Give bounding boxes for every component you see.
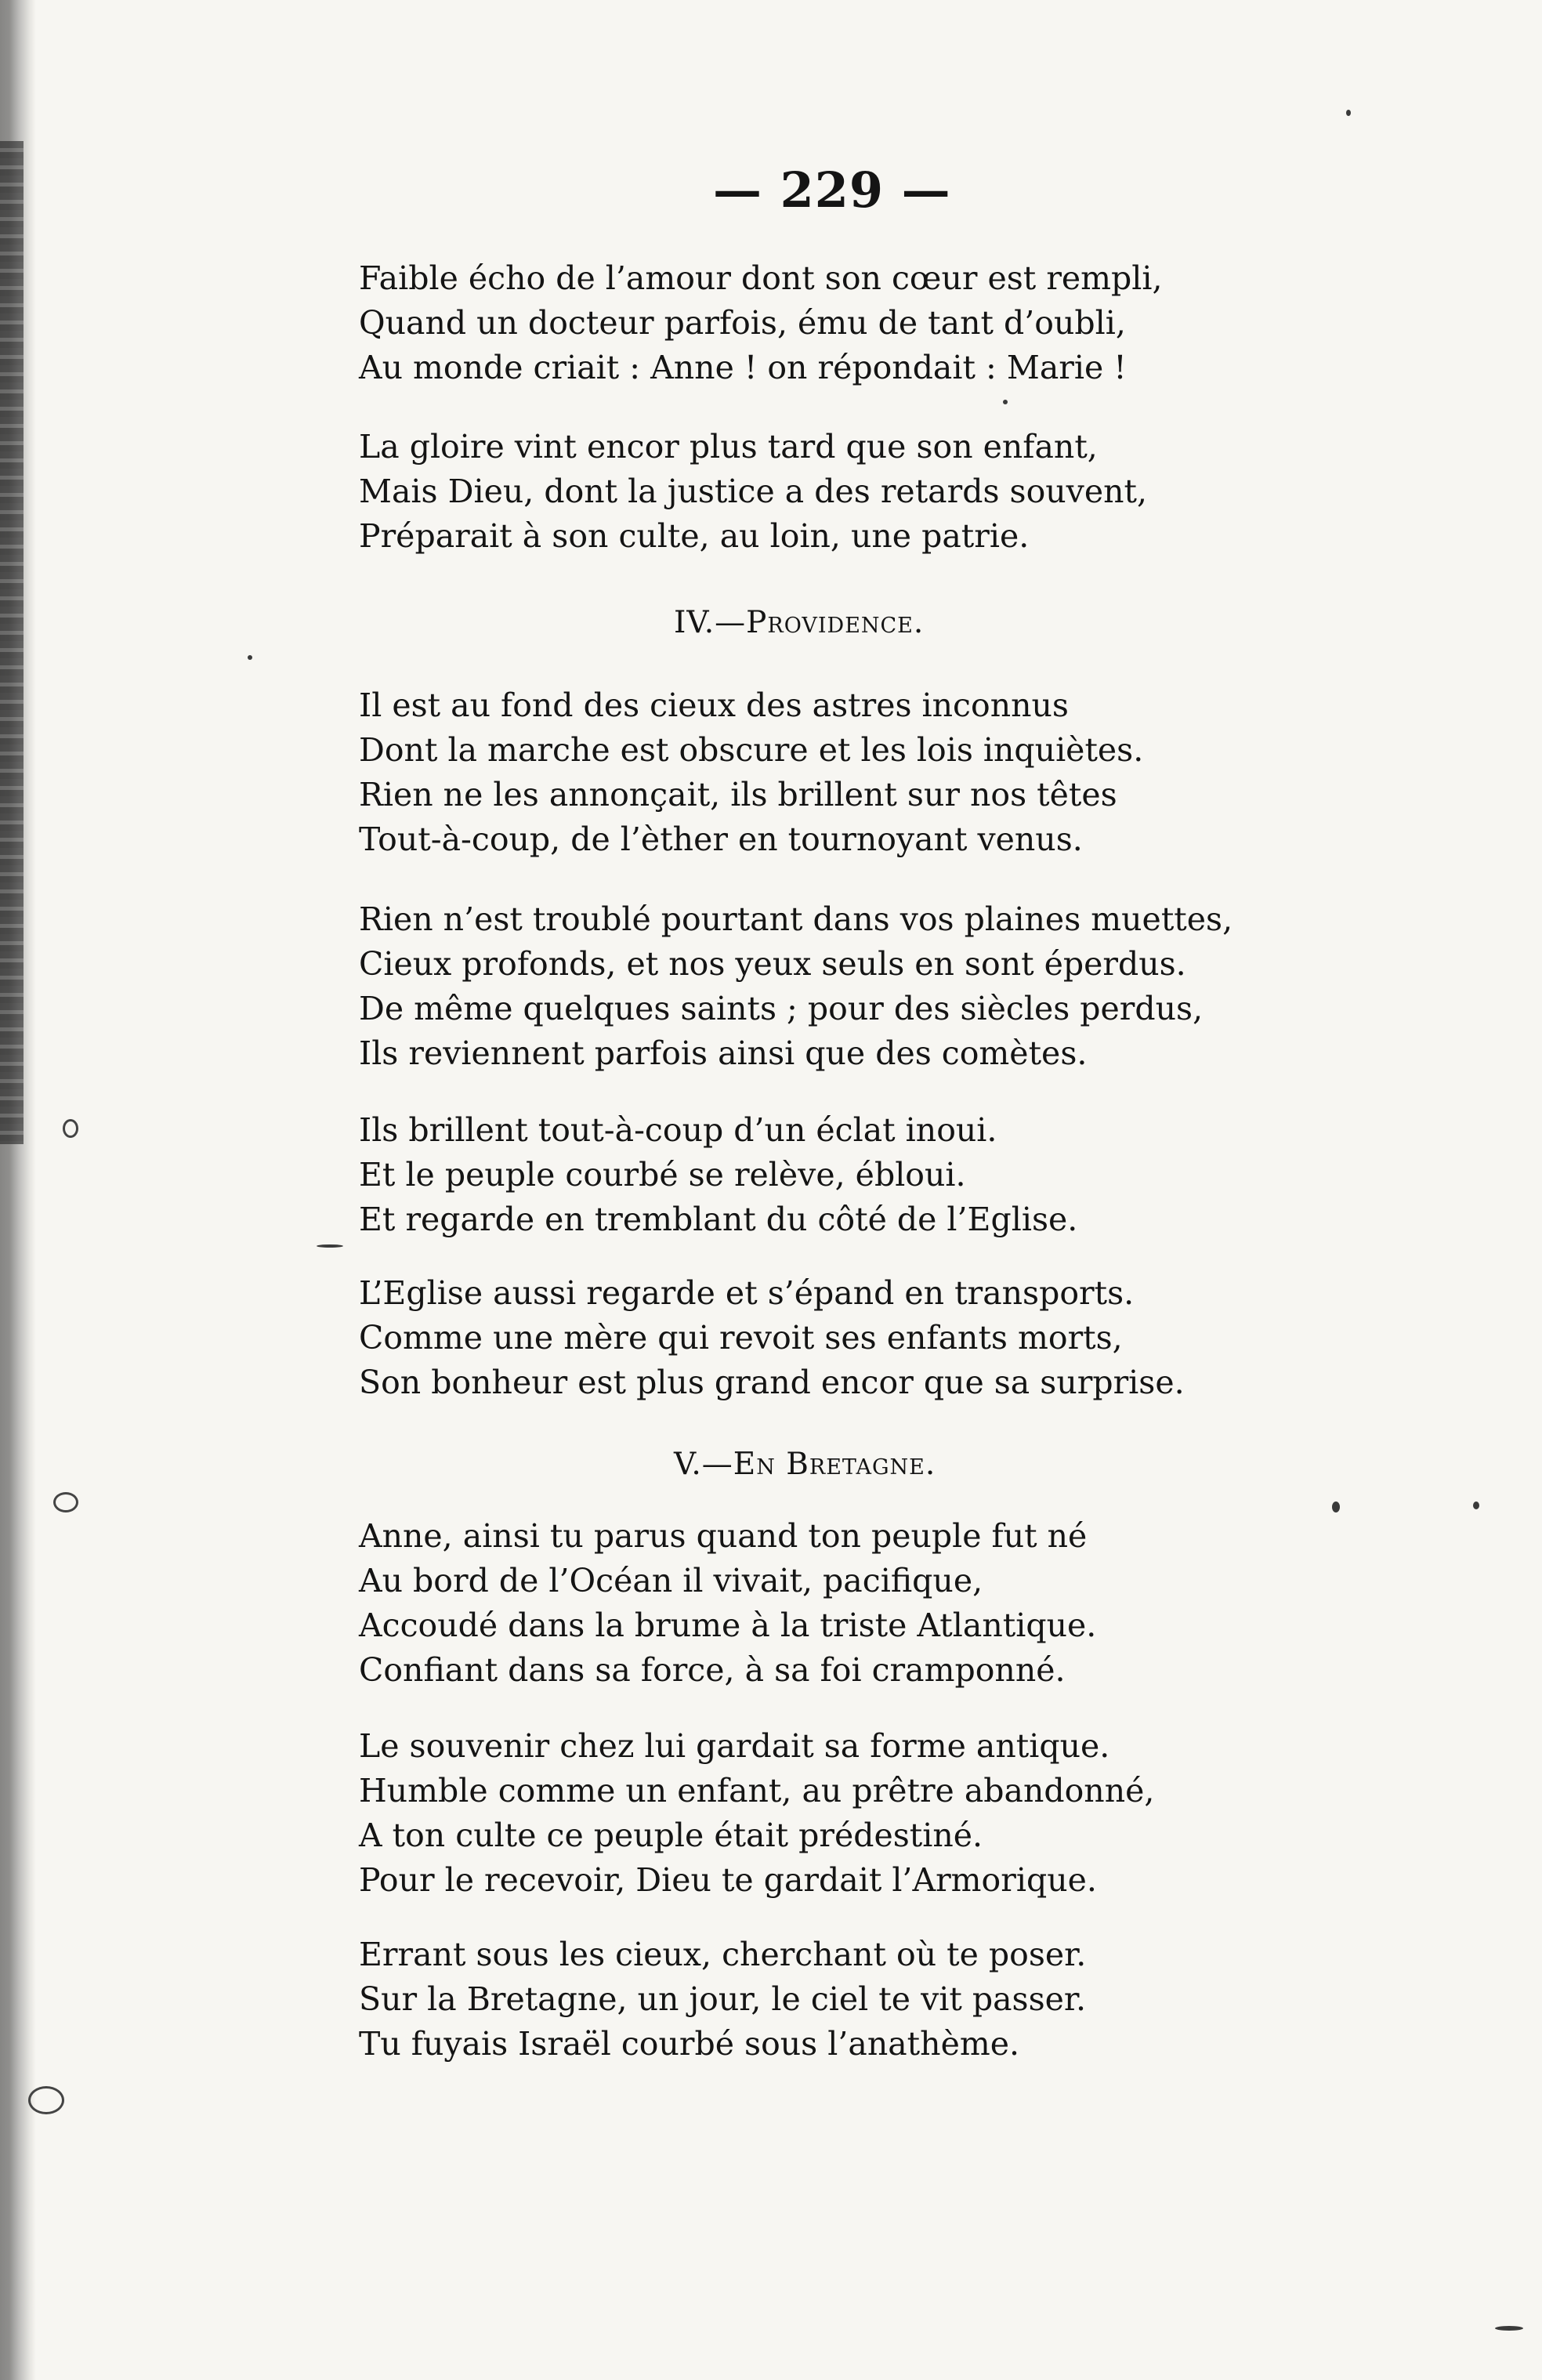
scan-speck: [1495, 2326, 1523, 2331]
verse-line: Il est au fond des cieux des astres inconnus: [359, 686, 1069, 724]
verse-line: Et regarde en tremblant du côté de l’Eglise.: [359, 1201, 1078, 1238]
verse-line: Comme une mère qui revoit ses enfants morts,: [359, 1319, 1123, 1357]
stanza: [359, 897, 1283, 1076]
scan-speck: [1332, 1502, 1340, 1512]
stanza: [359, 256, 1283, 390]
verse-line: Faible écho de l’amour dont son cœur est rempli,: [359, 259, 1163, 297]
verse-line: Errant sous les cieux, cherchant où te poser.: [359, 1936, 1087, 1973]
stanza: [359, 1514, 1283, 1693]
scan-speck: [53, 1492, 78, 1512]
scan-speck: [1003, 400, 1008, 404]
section-heading: IV.—Providence.: [674, 605, 925, 640]
verse-line: Sur la Bretagne, un jour, le ciel te vit passer.: [359, 1980, 1087, 2018]
verse-line: La gloire vint encor plus tard que son enfant,: [359, 428, 1098, 465]
verse-line: A ton culte ce peuple était prédestiné.: [359, 1817, 983, 1854]
verse-line: De même quelques saints ; pour des siècles perdus,: [359, 990, 1204, 1027]
verse-line: L’Eglise aussi regarde et s’épand en transports.: [359, 1274, 1135, 1312]
verse-line: Mais Dieu, dont la justice a des retards souvent,: [359, 473, 1148, 510]
verse-line: Humble comme un enfant, au prêtre abandonné,: [359, 1772, 1155, 1809]
verse-line: Ils reviennent parfois ainsi que des comètes.: [359, 1034, 1088, 1072]
stanza: [359, 1271, 1283, 1405]
verse-line: Dont la marche est obscure et les lois inquiètes.: [359, 731, 1144, 769]
verse-line: Accoudé dans la brume à la triste Atlantique.: [359, 1607, 1097, 1644]
stanza: [359, 683, 1283, 862]
stanza: [359, 1724, 1283, 1903]
verse-line: Tu fuyais Israël courbé sous l’anathème.: [359, 2025, 1020, 2063]
stanza: [359, 425, 1283, 559]
verse-line: Au monde criait : Anne ! on répondait : Marie !: [359, 349, 1127, 386]
verse-line: Anne, ainsi tu parus quand ton peuple fut né: [359, 1517, 1088, 1555]
scan-speck: [28, 2086, 64, 2114]
scan-speck: [1473, 1502, 1479, 1509]
verse-line: Son bonheur est plus grand encor que sa surprise.: [359, 1364, 1185, 1401]
verse-line: Ils brillent tout-à-coup d’un éclat inoui.: [359, 1111, 997, 1149]
scan-speck: [317, 1244, 343, 1248]
verse-line: Quand un docteur parfois, ému de tant d’oubli,: [359, 304, 1126, 342]
binding-shadow-stripe: [0, 141, 24, 1144]
scan-speck: [248, 655, 252, 660]
page-number: — 229 —: [713, 161, 951, 219]
scan-speck: [63, 1119, 78, 1138]
verse-line: Rien ne les annonçait, ils brillent sur nos têtes: [359, 776, 1117, 813]
verse-line: Cieux profonds, et nos yeux seuls en sont éperdus.: [359, 945, 1186, 983]
verse-line: Le souvenir chez lui gardait sa forme antique.: [359, 1727, 1110, 1765]
verse-line: Confiant dans sa force, à sa foi cramponné.: [359, 1651, 1066, 1689]
verse-line: Rien n’est troublé pourtant dans vos plaines muettes,: [359, 900, 1233, 938]
verse-line: Et le peuple courbé se relève, ébloui.: [359, 1156, 966, 1194]
section-heading: V.—En Bretagne.: [674, 1447, 936, 1482]
verse-line: Au bord de l’Océan il vivait, pacifique,: [359, 1562, 983, 1599]
stanza: [359, 1108, 1283, 1242]
verse-line: Pour le recevoir, Dieu te gardait l’Armorique.: [359, 1861, 1097, 1899]
scan-speck: [1346, 110, 1351, 116]
verse-line: Préparait à son culte, au loin, une patrie.: [359, 517, 1030, 555]
stanza: [359, 1933, 1283, 2067]
verse-line: Tout-à-coup, de l’èther en tournoyant venus.: [359, 821, 1083, 858]
